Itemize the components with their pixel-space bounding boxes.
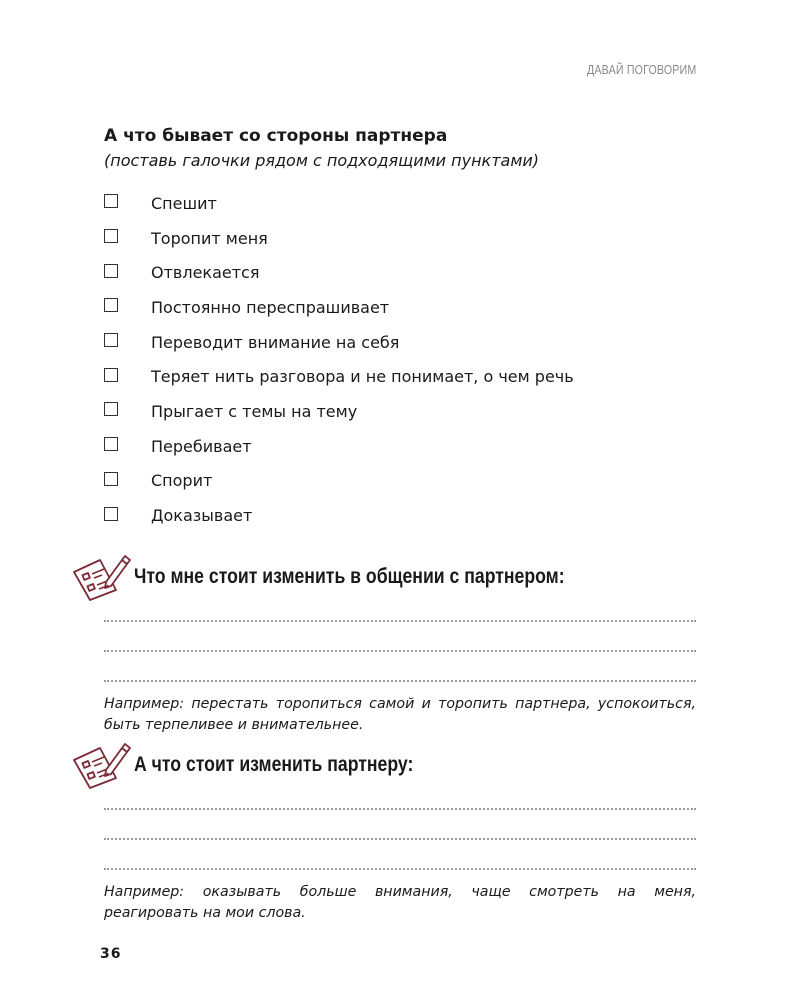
checklist-item-label: Спорит [151,471,213,491]
partner-changes-header [70,740,700,790]
my-changes-example: Например: перестать торопиться самой и торопить партнера, успокоиться, быть терпеливее и внимательнее. [104,696,696,733]
checkbox[interactable] [104,264,118,278]
page-number: 36 [100,946,122,962]
partner-changes-example: Например: оказывать больше внимания, чаще смотреть на меня, реагировать на мои слова. [104,884,696,921]
checklist-item-label: Постоянно переспрашивает [151,297,390,317]
checkbox[interactable] [104,298,118,312]
partner-changes-block [70,740,700,924]
checkbox[interactable] [104,368,118,382]
checkbox[interactable] [104,437,118,451]
checklist-item[interactable] [104,498,574,533]
my-changes-title: Что мне стоит изменить в общении с партнером: [134,565,565,588]
checklist-item[interactable] [104,429,574,464]
checkbox[interactable] [104,472,118,486]
answer-line[interactable] [104,652,696,682]
checklist-item-label: Перебивает [151,436,252,456]
form-pencil-icon [70,552,132,602]
answer-line[interactable] [104,810,696,840]
checkbox[interactable] [104,507,118,521]
my-changes-block [70,552,700,736]
checklist-item-label: Переводит внимание на себя [151,332,400,352]
checkbox[interactable] [104,229,118,243]
checklist-item-label: Спешит [151,193,217,213]
checklist-item-label: Теряет нить разговора и не понимает, о чем речь [151,367,574,387]
checklist-item-label: Отвлекается [151,263,260,283]
checkbox[interactable] [104,194,118,208]
checklist-item[interactable] [104,359,574,394]
checklist-item[interactable] [104,325,574,360]
checkbox[interactable] [104,333,118,347]
checklist [104,186,574,533]
checklist-item[interactable] [104,186,574,221]
answer-line[interactable] [104,602,696,622]
checklist-item[interactable] [104,255,574,290]
checklist-item-label: Доказывает [151,506,253,526]
checklist-item[interactable] [104,464,574,499]
running-header: ДАВАЙ ПОГОВОРИМ [586,62,696,77]
answer-line[interactable] [104,790,696,810]
checklist-item[interactable] [104,394,574,429]
partner-changes-title: А что стоит изменить партнеру: [134,753,414,776]
section-title: А что бывает со стороны партнера [104,126,448,146]
form-pencil-icon [70,740,132,790]
section-subtitle: (поставь галочки рядом с подходящими пунктами) [104,151,540,170]
my-changes-header [70,552,700,602]
checklist-item-label: Торопит меня [151,228,268,248]
checklist-item[interactable] [104,221,574,256]
answer-line[interactable] [104,840,696,870]
checklist-item-label: Прыгает с темы на тему [151,401,358,421]
checklist-item[interactable] [104,290,574,325]
answer-line[interactable] [104,622,696,652]
checkbox[interactable] [104,402,118,416]
